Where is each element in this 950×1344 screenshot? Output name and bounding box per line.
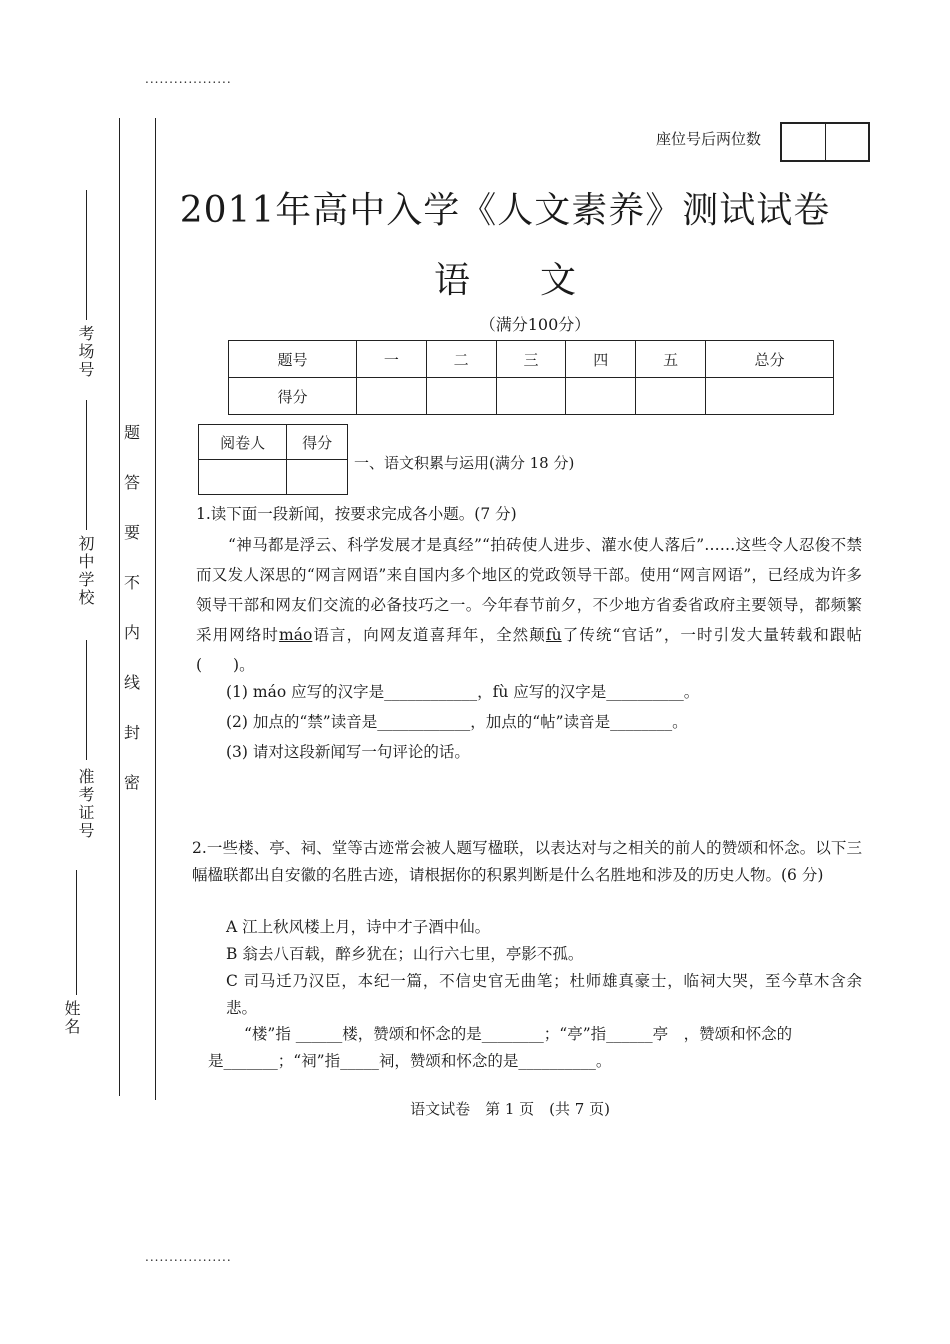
name-label: 姓名 xyxy=(62,1000,81,1036)
score-cell: 二 xyxy=(426,341,496,378)
q1-passage: “神马都是浮云、科学发展才是真经”“拍砖使人进步、灌水使人落后”……这些令人忍俊不禁而又发人深思的“网言网语”来自国内多个地区的党政领导干部。使用“网言网语”，已经成为许多领导干部和网友们交流的必备技巧之一。今年春节前夕，不少地方省委省政府主要领导，都频繁采用网络时máo语言，向网友道喜拜年，全然颠fù了传统“官话”，一时引发大量转载和跟帖( )。 xyxy=(196,536,862,674)
score-cell: 五 xyxy=(636,341,706,378)
q1-stem: 1.读下面一段新闻，按要求完成各小题。(7 分) xyxy=(196,505,517,523)
exam-room-label: 考场号 xyxy=(76,325,95,379)
q2-stem: 2.一些楼、亭、祠、堂等古迹常会被人题写楹联，以表达对与之相关的前人的赞颂和怀念。以下三幅楹联都出自安徽的名胜古迹，请根据你的积累判断是什么名胜地和涉及的历史人物。(6 分) xyxy=(192,839,862,884)
score-input-cell[interactable] xyxy=(566,378,636,415)
score-input-cell[interactable] xyxy=(636,378,706,415)
ticket-label: 准考证号 xyxy=(76,768,95,840)
exam-title: 2011年高中入学《人文素养》测试试卷 xyxy=(179,190,831,231)
section-1-heading: 一、语文积累与运用(满分 18 分) xyxy=(354,454,575,472)
grader-input-cell[interactable] xyxy=(287,460,348,495)
mao-pinyin: máo xyxy=(279,626,313,644)
school-blank xyxy=(86,400,87,530)
score-cell: 题号 xyxy=(229,341,357,378)
page-footer: 语文试卷 第 1 页 (共 7 页) xyxy=(410,1100,610,1118)
subject-title: 语文 xyxy=(433,260,646,301)
score-cell: 得分 xyxy=(229,378,357,415)
seat-number-label: 座位号后两位数 xyxy=(656,130,762,148)
score-table xyxy=(228,340,834,415)
q1-sub2: (2) 加点的“禁”读音是____________，加点的“帖”读音是________。 xyxy=(226,713,688,731)
seal-line-note: 题 答 要 不 内 线 封 密 xyxy=(123,423,140,792)
score-input-cell[interactable] xyxy=(426,378,496,415)
score-table-score-row xyxy=(229,378,834,415)
score-input-cell[interactable] xyxy=(356,378,426,415)
score-cell: 三 xyxy=(496,341,566,378)
score-cell: 四 xyxy=(566,341,636,378)
q2-option-a: A 江上秋风楼上月，诗中才子酒中仙。 xyxy=(226,918,491,936)
seat-number-box[interactable] xyxy=(780,122,870,162)
name-blank xyxy=(76,870,77,995)
top-dotted-marker: .................. xyxy=(145,72,232,86)
score-input-cell[interactable] xyxy=(496,378,566,415)
q1-sub3: (3) 请对这段新闻写一句评论的话。 xyxy=(226,743,470,761)
q2-option-c: C 司马迁乃汉臣，本纪一篇，不信史官无曲笔；杜师雄真豪士，临祠大哭，至今草木含余悲。 xyxy=(226,972,862,1017)
q1-sub1: (1) máo 应写的汉字是____________，fù 应写的汉字是__________。 xyxy=(226,683,700,701)
q2-fill-1: “楼”指 ______楼，赞颂和怀念的是________；“亭”指______亭 ，赞颂和怀念的 xyxy=(244,1025,793,1043)
grader-header: 阅卷人 xyxy=(199,425,287,460)
fu-pinyin: fù xyxy=(545,626,562,644)
score-cell: 总分 xyxy=(706,341,834,378)
grader-header: 得分 xyxy=(287,425,348,460)
score-cell: 一 xyxy=(356,341,426,378)
score-input-cell[interactable] xyxy=(706,378,834,415)
full-score: （满分100分） xyxy=(479,315,591,334)
grader-input-cell[interactable] xyxy=(199,460,287,495)
ticket-blank xyxy=(86,640,87,760)
q2-option-b: B 翁去八百载，醉乡犹在；山行六七里，亭影不孤。 xyxy=(226,945,584,963)
bottom-dotted-marker: .................. xyxy=(145,1250,232,1264)
q2-fill-2: 是_______；“祠”指_____祠，赞颂和怀念的是__________。 xyxy=(208,1052,612,1070)
score-table-header-row xyxy=(229,341,834,378)
grader-table xyxy=(198,424,348,495)
school-label: 初中学校 xyxy=(76,535,95,607)
